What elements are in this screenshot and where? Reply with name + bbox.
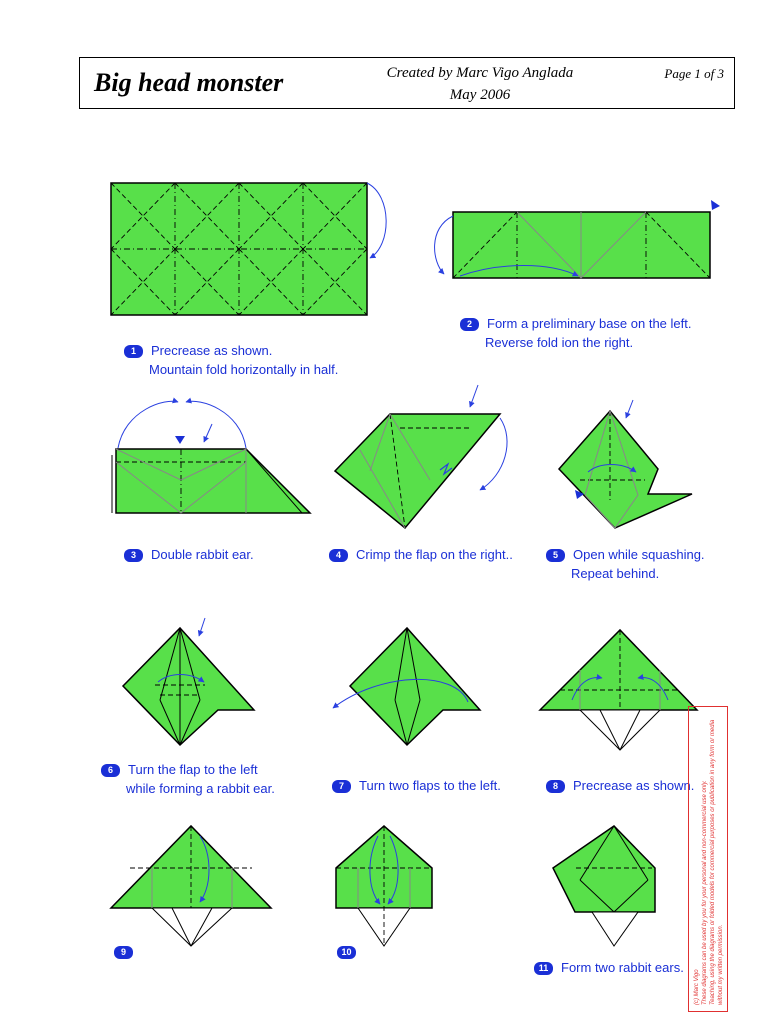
step-text: Turn the flap to the left	[128, 762, 258, 777]
step-text: Turn two flaps to the left.	[359, 778, 501, 793]
step-1-caption	[124, 341, 338, 379]
step-text: Form two rabbit ears.	[561, 960, 684, 975]
step-number-badge: 9	[114, 946, 133, 959]
step-text: Crimp the flap on the right..	[356, 547, 513, 562]
step-text: while forming a rabbit ear.	[126, 781, 275, 796]
step-6-caption	[101, 760, 275, 798]
diagram-step-11	[553, 826, 655, 946]
step-number-badge: 7	[332, 780, 351, 793]
diagram-step-3	[112, 401, 310, 513]
diagram-step-8	[540, 630, 697, 750]
copyright-line: (c) Marc Vigo	[694, 969, 700, 1005]
copyright-line: without my written permission.	[718, 924, 724, 1005]
step-number-badge: 5	[546, 549, 565, 562]
step-2-caption	[460, 314, 691, 352]
step-text: Double rabbit ear.	[151, 547, 254, 562]
step-number-badge: 8	[546, 780, 565, 793]
step-10-caption	[337, 942, 364, 961]
diagram-step-1	[111, 183, 386, 315]
copyright-line: These diagrams can be used by you for your personal and non-commercial use only.	[702, 780, 708, 1005]
diagram-step-10	[336, 826, 432, 946]
step-number-badge: 10	[337, 946, 356, 959]
step-7-caption	[332, 776, 501, 795]
step-3-caption	[124, 545, 254, 564]
step-11-caption	[534, 958, 684, 977]
step-text: Precrease as shown.	[573, 778, 695, 793]
diagram-step-9	[111, 826, 271, 946]
copyright-notice	[688, 706, 728, 1012]
step-number-badge: 4	[329, 549, 348, 562]
step-8-caption	[546, 776, 694, 795]
step-number-badge: 3	[124, 549, 143, 562]
step-text: Mountain fold horizontally in half.	[149, 362, 339, 377]
step-text: Open while squashing.	[573, 547, 705, 562]
step-9-caption	[114, 942, 141, 961]
diagram-step-7	[333, 628, 480, 745]
step-number-badge: 1	[124, 345, 143, 358]
credit-date: May 2006	[449, 87, 511, 103]
copyright-text	[693, 715, 725, 1005]
step-text: Reverse fold ion the right.	[485, 335, 634, 350]
step-text: Form a preliminary base on the left.	[487, 316, 692, 331]
step-5-caption	[546, 545, 705, 583]
credit-author: Created by Marc Vigo Anglada	[386, 65, 574, 81]
diagram-step-2	[435, 200, 720, 278]
copyright-line: Teaching, using the diagrams or folded models for commercial purposes or publication in any form or media	[710, 719, 716, 1005]
step-number-badge: 6	[101, 764, 120, 777]
step-number-badge: 2	[460, 318, 479, 331]
diagram-step-5	[559, 400, 692, 528]
step-4-caption	[329, 545, 513, 564]
page-title: Big head monster	[94, 68, 284, 97]
step-number-badge: 11	[534, 962, 553, 975]
diagram-step-4	[335, 385, 507, 528]
step-text: Precrease as shown.	[151, 343, 273, 358]
diagram-step-6	[123, 618, 254, 745]
page-number: Page 1 of 3	[664, 66, 724, 81]
step-text: Repeat behind.	[571, 566, 660, 581]
